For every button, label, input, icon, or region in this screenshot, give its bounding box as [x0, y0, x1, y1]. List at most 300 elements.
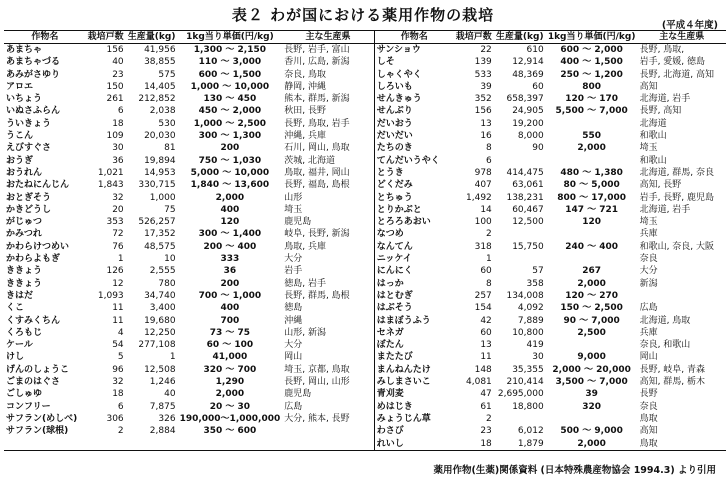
header-farm-count: 栽培戸数 — [87, 32, 124, 42]
unit-price-cell: 480 ～ 1,380 — [560, 167, 623, 178]
farm-count-cell: 2 — [486, 229, 492, 240]
crop-name-cell: はぶそう — [374, 302, 454, 314]
production-cell: 34,740 — [144, 290, 176, 301]
crop-name-cell: かみつれ — [6, 229, 42, 240]
crop-name-cell: えびすぐさ — [6, 143, 52, 154]
unit-price-cell: 1,000 ～ 2,500 — [193, 118, 266, 129]
table-row — [4, 302, 726, 314]
unit-price-cell: 5,000 ～ 10,000 — [190, 167, 270, 178]
crop-name-cell: うこん — [6, 131, 34, 142]
crop-name-cell: くこ — [6, 303, 25, 314]
crop-table — [4, 30, 726, 451]
main-prefectures-cell — [638, 290, 726, 302]
farm-count-cell: 14 — [480, 204, 492, 215]
unit-price-cell: 73 ～ 75 — [209, 327, 251, 338]
main-prefectures-cell — [282, 438, 374, 451]
farm-count-cell: 2 — [117, 426, 124, 437]
main-prefectures-cell: 沖縄 — [284, 315, 303, 326]
main-prefectures-cell: 高知 — [639, 426, 658, 437]
unit-price-cell — [546, 413, 638, 425]
unit-price-cell: 320 ～ 700 — [203, 364, 257, 375]
unit-price-cell: 110 ～ 3,000 — [198, 57, 262, 68]
farm-count-cell: 353 — [106, 217, 124, 228]
crop-name-cell: とりかぶと — [374, 204, 454, 216]
unit-price-cell: 1,840 ～ 13,600 — [190, 180, 270, 191]
farm-count-cell: 352 — [474, 94, 492, 105]
farm-count-cell: 126 — [106, 266, 124, 277]
farm-count-cell: 1,093 — [97, 290, 124, 301]
production-cell: 1 — [169, 352, 176, 363]
table-row — [4, 339, 726, 351]
production-cell: 20,030 — [144, 131, 176, 142]
main-prefectures-cell: 大分 — [284, 254, 303, 265]
farm-count-cell: 6 — [117, 401, 124, 412]
crop-name-cell: がじゅつ — [6, 217, 43, 228]
main-prefectures-cell: 埼玉, 京都, 鳥取 — [284, 364, 350, 375]
main-prefectures-cell: 兵庫 — [639, 229, 658, 240]
farm-count-cell: 23 — [112, 69, 124, 80]
crop-name-cell: ケール — [6, 340, 33, 351]
crop-name-cell: あまちゃづる — [6, 57, 61, 68]
main-prefectures-cell: 高知 — [639, 81, 658, 92]
unit-price-cell: 600 ～ 1,500 — [198, 69, 262, 80]
crop-name-cell: あみがさゆり — [6, 69, 61, 80]
production-cell — [494, 155, 546, 167]
production-cell: 8,000 — [517, 131, 544, 142]
main-prefectures-cell: 高知, 群馬, 栃木 — [639, 377, 706, 388]
farm-count-cell: 156 — [106, 45, 124, 55]
crop-name-cell: れいし — [374, 438, 454, 451]
production-cell: 60,467 — [512, 204, 544, 215]
main-prefectures-cell: 長野, 高知 — [639, 106, 682, 117]
main-prefectures-cell: 北海道 — [639, 118, 667, 129]
production-cell: 212,852 — [138, 94, 176, 105]
production-cell: 48,369 — [512, 69, 544, 80]
crop-name-cell: みしまさいこ — [374, 376, 454, 388]
source-footer: 薬用作物(生薬)関係資料 (日本特殊農産物協会 1994.3) より引用 — [433, 465, 716, 476]
production-cell: 530 — [158, 118, 176, 129]
unit-price-cell: 1,300 ～ 2,150 — [193, 45, 266, 55]
unit-price-cell: 3,500 ～ 7,000 — [555, 377, 628, 388]
crop-name-cell: サフラン(めしべ) — [6, 413, 78, 424]
unit-price-cell: 41,000 — [212, 352, 248, 363]
production-cell: 41,956 — [144, 45, 176, 55]
crop-name-cell: サンショウ — [374, 44, 454, 57]
production-cell: 19,680 — [144, 315, 176, 326]
main-prefectures-cell: 和歌山, 奈良, 大阪 — [639, 241, 715, 252]
production-cell: 1,879 — [494, 438, 546, 451]
farm-count-cell: 12 — [112, 278, 124, 289]
farm-count-cell — [86, 438, 126, 451]
table-row — [4, 118, 726, 130]
farm-count-cell: 407 — [474, 180, 492, 191]
crop-name-cell: 青刈麦 — [374, 388, 454, 400]
production-cell: 358 — [526, 278, 544, 289]
crop-name-cell — [4, 438, 86, 451]
farm-count-cell: 8 — [486, 143, 492, 154]
crop-name-cell: しろいも — [374, 81, 454, 93]
crop-name-cell: たちのき — [374, 142, 454, 154]
crop-name-cell: いぬさふらん — [6, 106, 61, 117]
unit-price-cell: 450 ～ 2,000 — [198, 106, 262, 117]
crop-name-cell: おうれん — [6, 167, 43, 178]
table-row — [4, 241, 726, 253]
farm-count-cell: 154 — [474, 303, 492, 314]
farm-count-cell: 5 — [117, 352, 124, 363]
production-cell — [494, 413, 546, 425]
crop-name-cell: ききょう — [6, 278, 43, 289]
main-prefectures-cell: 香川, 広島, 新潟 — [284, 57, 350, 68]
unit-price-cell: 2,000 ～ 20,000 — [552, 364, 631, 375]
farm-count-cell: 11 — [112, 303, 124, 314]
production-cell: 277,108 — [138, 340, 176, 351]
farm-count-cell: 36 — [112, 155, 124, 166]
unit-price-cell: 200 — [220, 143, 240, 154]
fiscal-year-note: (平成４年度) — [661, 20, 718, 31]
production-cell: 57 — [532, 266, 544, 277]
unit-price-cell: 90 ～ 7,000 — [563, 315, 620, 326]
unit-price-cell: 240 ～ 400 — [565, 241, 619, 252]
table-row — [4, 216, 726, 228]
crop-name-cell: だいおう — [374, 118, 454, 130]
farm-count-cell: 40 — [112, 57, 124, 68]
production-cell: 138,231 — [506, 192, 544, 203]
unit-price-cell: 700 ～ 1,000 — [198, 290, 262, 301]
crop-name-cell: しそ — [374, 56, 454, 68]
farm-count-cell: 156 — [474, 106, 492, 117]
unit-price-cell: 20 ～ 30 — [209, 401, 251, 412]
production-cell: 12,500 — [512, 217, 544, 228]
production-cell: 38,855 — [144, 57, 176, 68]
unit-price-cell: 80 ～ 5,000 — [563, 180, 620, 191]
farm-count-cell: 42 — [480, 315, 492, 326]
farm-count-cell: 148 — [474, 364, 492, 375]
crop-name-cell: はまぼうふう — [374, 315, 454, 327]
table-row — [4, 228, 726, 240]
unit-price-cell: 200 ～ 400 — [203, 241, 257, 252]
production-cell: 60 — [532, 81, 544, 92]
farm-count-cell: 1,021 — [97, 167, 124, 178]
header-unit-price: 1kg当り単価(円/kg) — [546, 31, 638, 44]
crop-name-cell: ごまのはぐさ — [6, 377, 61, 388]
main-prefectures-cell: 石川, 岡山, 鳥取 — [284, 143, 350, 154]
production-cell: 1,246 — [149, 377, 176, 388]
production-cell: 2,038 — [149, 106, 176, 117]
farm-count-cell: 47 — [480, 389, 492, 400]
farm-count-cell: 533 — [474, 69, 492, 80]
table-row — [4, 93, 726, 105]
production-cell: 40 — [164, 389, 176, 400]
crop-name-cell: だいだい — [374, 130, 454, 142]
header-production: 生産量(kg) — [494, 31, 546, 44]
table-row — [4, 327, 726, 339]
farm-count-cell: 8 — [486, 278, 492, 289]
main-prefectures-cell: 北海道, 群馬, 奈良 — [639, 167, 715, 178]
table-row — [4, 364, 726, 376]
unit-price-cell: 350 ～ 600 — [203, 426, 257, 437]
crop-name-cell: はっか — [374, 278, 454, 290]
unit-price-cell: 200 — [220, 278, 240, 289]
crop-name-cell: はとむぎ — [374, 290, 454, 302]
production-cell: 210,414 — [506, 377, 544, 388]
production-cell: 610 — [526, 45, 544, 55]
production-cell: 414,475 — [506, 167, 544, 178]
main-prefectures-cell: 長野, 鳥取, — [639, 45, 685, 55]
production-cell — [126, 438, 178, 451]
table-row — [4, 278, 726, 290]
main-prefectures-cell: 長野, 北海道, 高知 — [639, 69, 715, 80]
farm-count-cell: 23 — [480, 426, 492, 437]
unit-price-cell: 120 — [220, 217, 240, 228]
crop-name-cell: げんのしょうこ — [6, 364, 70, 375]
main-prefectures-cell: 埼玉 — [284, 204, 303, 215]
unit-price-cell: 150 ～ 2,500 — [560, 303, 623, 314]
table-row — [4, 204, 726, 216]
unit-price-cell: 500 ～ 9,000 — [560, 426, 623, 437]
main-prefectures-cell: 山形, 新潟 — [284, 327, 326, 338]
unit-price-cell: 190,000～1,000,000 — [179, 413, 281, 424]
table-row — [4, 290, 726, 302]
production-cell: 18,800 — [512, 401, 544, 412]
main-prefectures-cell: 長野, 福島, 島根 — [284, 180, 350, 191]
farm-count-cell: 4,081 — [466, 377, 492, 388]
table-row — [4, 105, 726, 117]
main-prefectures-cell: 長野 — [639, 389, 658, 400]
farm-count-cell: 1 — [117, 254, 124, 265]
production-cell: 330,715 — [138, 180, 176, 191]
farm-count-cell: 16 — [480, 131, 492, 142]
farm-count-cell: 100 — [474, 217, 492, 228]
main-prefectures-cell: 岩手, 長野, 鹿児島 — [639, 192, 715, 203]
farm-count-cell: 139 — [474, 57, 492, 68]
main-prefectures-cell: 鹿児島 — [284, 217, 312, 228]
production-cell — [494, 253, 546, 265]
production-cell: 10 — [164, 254, 176, 265]
table-row — [4, 351, 726, 363]
crop-name-cell: いちょう — [6, 94, 43, 105]
farm-count-cell: 32 — [112, 192, 124, 203]
crop-name-cell: けし — [6, 352, 25, 363]
main-prefectures-cell: 北海道, 岩手 — [639, 94, 691, 105]
crop-name-cell: あまちゃ — [6, 45, 43, 55]
farm-count-cell: 30 — [112, 143, 124, 154]
farm-count-cell: 306 — [106, 413, 124, 424]
main-prefectures-cell: 広島 — [639, 303, 658, 314]
crop-name-cell: おとぎそう — [6, 192, 52, 203]
unit-price-cell: 120 — [582, 217, 602, 228]
header-main-prefectures: 主な生産県 — [638, 31, 726, 44]
crop-name-cell: せんぶり — [374, 105, 454, 117]
unit-price-cell: 333 — [220, 254, 240, 265]
production-cell — [494, 228, 546, 240]
table-row — [4, 44, 726, 57]
crop-name-cell: ききょう — [6, 266, 43, 277]
crop-name-cell: どくだみ — [374, 179, 454, 191]
main-prefectures-cell: 鳥取 — [639, 413, 658, 424]
main-prefectures-cell: 北海道, 岩手 — [639, 204, 691, 215]
farm-count-cell: 109 — [106, 131, 124, 142]
main-prefectures-cell: 熊本, 群馬, 新潟 — [284, 94, 350, 105]
farm-count-cell: 22 — [480, 45, 492, 55]
table-row — [4, 69, 726, 81]
crop-name-cell: ニッケイ — [374, 253, 454, 265]
farm-count-cell: 1,843 — [97, 180, 124, 191]
crop-name-cell: くすみくちん — [6, 315, 61, 326]
main-prefectures-cell: 奈良, 和歌山 — [639, 340, 691, 351]
farm-count-cell: 4 — [117, 327, 124, 338]
crop-name-cell: ういきょう — [6, 118, 52, 129]
farm-count-cell: 1,492 — [466, 192, 492, 203]
farm-count-cell: 6 — [117, 106, 124, 117]
crop-name-cell: コンフリー — [6, 401, 51, 412]
production-cell: 4,092 — [517, 303, 544, 314]
production-cell: 7,875 — [149, 401, 176, 412]
farm-count-cell: 18 — [112, 118, 124, 129]
production-cell: 19,894 — [144, 155, 176, 166]
farm-count-cell: 11 — [112, 315, 124, 326]
production-cell: 2,695,000 — [497, 389, 544, 400]
table-row — [4, 130, 726, 142]
main-prefectures-cell: 鳥取 — [638, 438, 726, 451]
production-cell: 81 — [164, 143, 176, 154]
unit-price-cell: 700 — [220, 315, 240, 326]
crop-name-cell: かわらよもぎ — [6, 254, 61, 265]
unit-price-cell: 120 ～ 170 — [565, 94, 619, 105]
unit-price-cell — [546, 118, 638, 130]
main-prefectures-cell: 兵庫 — [639, 327, 658, 338]
main-prefectures-cell: 新潟 — [639, 278, 658, 289]
main-prefectures-cell: 大分 — [639, 266, 658, 277]
farm-count-cell: 1 — [486, 254, 492, 265]
crop-name-cell: なんてん — [374, 241, 454, 253]
production-cell: 326 — [158, 413, 176, 424]
main-prefectures-cell: 北海道, 鳥取 — [639, 315, 691, 326]
unit-price-cell: 550 — [582, 131, 602, 142]
unit-price-cell: 2,000 — [577, 278, 606, 289]
table-row — [4, 167, 726, 179]
table-row — [4, 142, 726, 154]
farm-count-cell: 150 — [106, 81, 124, 92]
unit-price-cell: 2,500 — [577, 327, 606, 338]
crop-name-cell: またたび — [374, 351, 454, 363]
crop-name-cell: セネガ — [374, 327, 454, 339]
crop-name-cell: わさび — [374, 425, 454, 437]
crop-name-cell: めはじき — [374, 401, 454, 413]
unit-price-cell: 800 ～ 17,000 — [557, 192, 627, 203]
crop-name-cell: くろもじ — [6, 327, 43, 338]
production-cell: 6,012 — [517, 426, 544, 437]
unit-price-cell: 120 ～ 270 — [565, 290, 619, 301]
main-prefectures-cell: 岡山 — [639, 352, 658, 363]
unit-price-cell: 39 — [585, 389, 598, 400]
unit-price-cell — [546, 253, 638, 265]
main-prefectures-cell: 長野, 岩手, 富山 — [284, 45, 350, 55]
unit-price-cell: 147 ～ 721 — [565, 204, 619, 215]
farm-count-cell: 76 — [112, 241, 124, 252]
production-cell: 14,405 — [144, 81, 176, 92]
main-prefectures-cell: 長野, 岐阜, 青森 — [639, 364, 706, 375]
unit-price-cell — [178, 438, 283, 451]
main-prefectures-cell: 岩手 — [284, 266, 303, 277]
production-cell: 1,000 — [149, 192, 176, 203]
table-row — [4, 401, 726, 413]
farm-count-cell: 978 — [474, 167, 492, 178]
farm-count-cell: 20 — [112, 204, 124, 215]
unit-price-cell: 60 ～ 100 — [206, 340, 254, 351]
main-prefectures-cell: 長野, 群馬, 島根 — [284, 290, 350, 301]
main-prefectures-cell: 徳島 — [284, 303, 303, 314]
crop-name-cell: せんきゅう — [374, 93, 454, 105]
main-prefectures-cell: 和歌山 — [639, 131, 667, 142]
crop-name-cell: きはだ — [6, 290, 34, 301]
unit-price-cell: 2,000 — [215, 192, 245, 203]
crop-name-cell: にんにく — [374, 265, 454, 277]
crop-name-cell: アロエ — [6, 81, 34, 92]
main-prefectures-cell: 大分 — [284, 340, 303, 351]
main-prefectures-cell: 高知, 長野 — [639, 180, 682, 191]
production-cell: 7,889 — [517, 315, 544, 326]
unit-price-cell — [546, 339, 638, 351]
crop-name-cell: かきどうし — [6, 204, 52, 215]
main-prefectures-cell: 沖縄, 兵庫 — [284, 131, 326, 142]
unit-price-cell: 300 ～ 1,300 — [198, 131, 262, 142]
table-title: 表２ わが国における薬用作物の栽培 — [231, 6, 495, 24]
main-prefectures-cell: 広島 — [284, 401, 303, 412]
production-cell: 3,400 — [149, 303, 176, 314]
crop-name-cell: サフラン(球根) — [6, 426, 69, 437]
unit-price-cell: 267 — [582, 266, 602, 277]
production-cell: 575 — [158, 69, 176, 80]
farm-count-cell: 2 — [486, 413, 492, 424]
table-row — [4, 253, 726, 265]
unit-price-cell: 2,000 — [577, 143, 606, 154]
main-prefectures-cell: 大分, 熊本, 長野 — [284, 413, 350, 424]
production-cell: 2,555 — [149, 266, 176, 277]
header-production: 生産量(kg) — [126, 31, 178, 44]
unit-price-cell: 130 ～ 450 — [203, 94, 257, 105]
farm-count-cell: 72 — [112, 229, 124, 240]
main-prefectures-cell: 鹿児島 — [284, 389, 312, 400]
production-cell: 14,953 — [144, 167, 176, 178]
header-unit-price: 1kg当り単価(円/kg) — [178, 31, 283, 44]
farm-count-cell: 257 — [474, 290, 492, 301]
farm-count-cell: 60 — [480, 266, 492, 277]
production-cell: 419 — [526, 340, 544, 351]
production-cell: 30 — [532, 352, 544, 363]
main-prefectures-cell: 奈良 — [639, 254, 658, 265]
crop-name-cell: かわらけつめい — [6, 241, 70, 252]
production-cell: 24,905 — [512, 106, 544, 117]
table-row — [4, 56, 726, 68]
table-row — [4, 413, 726, 425]
main-prefectures-cell: 和歌山 — [639, 155, 667, 166]
crop-name-cell: みょうじん草 — [374, 413, 454, 425]
unit-price-cell: 400 — [220, 303, 240, 314]
main-prefectures-cell: 静岡, 沖縄 — [284, 81, 326, 92]
table-row — [4, 81, 726, 93]
production-cell: 19,200 — [512, 118, 544, 129]
crop-name-cell: ぼたん — [374, 339, 454, 351]
table-row — [4, 265, 726, 277]
production-cell: 134,008 — [506, 290, 544, 301]
table-row — [4, 192, 726, 204]
main-prefectures-cell: 岐阜, 長野, 新潟 — [284, 229, 350, 240]
production-cell: 63,061 — [512, 180, 544, 191]
main-prefectures-cell: 岩手, 愛媛, 徳島 — [639, 57, 706, 68]
table-row — [4, 425, 726, 437]
main-prefectures-cell: 埼玉 — [639, 217, 658, 228]
crop-name-cell: なつめ — [374, 228, 454, 240]
